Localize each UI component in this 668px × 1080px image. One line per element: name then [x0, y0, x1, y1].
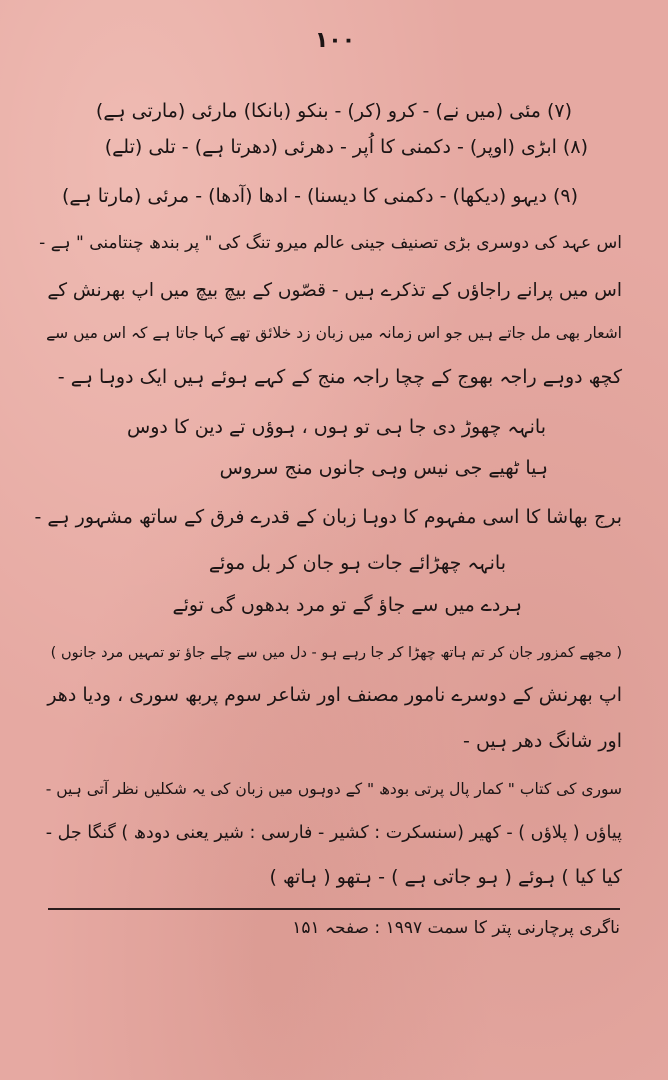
text-line: برج بھاشا کا اسی مفہوم کا دوہا زبان کے قدرے فرق کے ساتھ مشہور ہے -: [34, 506, 622, 528]
text-line: اس میں پرانے راجاؤں کے تذکرے ہیں - قصّوں کے بیچ بیچ میں اپ بھرنش کے: [47, 280, 622, 301]
page-number: ۱۰۰: [314, 28, 356, 53]
text-line: کیا کیا ) ہوئے ( ہو جاتی ہے ) - ہتھو ( ہاتھ ): [269, 866, 622, 888]
verse-line: بانہہ چھڑائے جات ہو جان کر بل موئے: [208, 552, 506, 574]
text-line: اس عہد کی دوسری بڑی تصنیف جینی عالم میرو تنگ کی " پر بندھ چنتامنی " ہے -: [39, 233, 622, 253]
text-line: کچھ دوہے راجہ بھوج کے چچا راجہ منج کے کہے ہوئے ہیں ایک دوہا ہے -: [57, 366, 622, 388]
footnote-divider: [48, 908, 620, 910]
text-line: اپ بھرنش کے دوسرے نامور مصنف اور شاعر سوم پربھ سوری ، ودیا دھر: [47, 684, 622, 706]
text-line: (۹) دیہو (دیکھا) - دکمنی کا دیسنا) - ادھا (آدھا) - مرئی (مارتا ہے): [62, 185, 578, 207]
verse-line: بانہہ چھوڑ دی جا ہی تو ہوں ، ہوؤں تے دین کا دوس: [127, 416, 546, 438]
text-line: (۷) مئی (میں نے) - کرو (کر) - بنکو (بانکا) مارئی (مارتی ہے): [95, 100, 572, 122]
text-line: پیاؤں ( پلاؤں ) - کھیر (سنسکرت : کشیر - فارسی : شیر یعنی دودھ ) گنگا جل -: [45, 823, 622, 843]
text-line: اشعار بھی مل جاتے ہیں جو اس زمانہ میں زبان زد خلائق تھے کہا جاتا ہے کہ اس میں سے: [46, 324, 622, 342]
text-line: سوری کی کتاب " کمار پال پرتی بودھ " کے دوہوں میں زبان کی یہ شکلیں نظر آتی ہیں -: [45, 780, 622, 798]
verse-line: ہردے میں سے جاؤ گے تو مرد بدھوں گی توئے: [172, 594, 522, 616]
text-line: (۸) ابڑی (اوپر) - دکمنی کا اُپر - دھرئی (دھرتا ہے) - تلی (تلے): [104, 136, 588, 158]
text-line: اور شانگ دھر ہیں -: [463, 730, 622, 752]
footnote: ناگری پرچارنی پتر کا سمت ۱۹۹۷ : صفحہ ۱۵۱: [292, 918, 620, 938]
translation-line: ( مجھے کمزور جان کر تم ہاتھ چھڑا کر جا رہے ہو - دل میں سے چلے جاؤ تو تمہیں مرد جانوں ): [50, 645, 622, 661]
verse-line: ہیا ٹھیے جی نیس وہی جانوں منج سروس: [219, 457, 548, 479]
